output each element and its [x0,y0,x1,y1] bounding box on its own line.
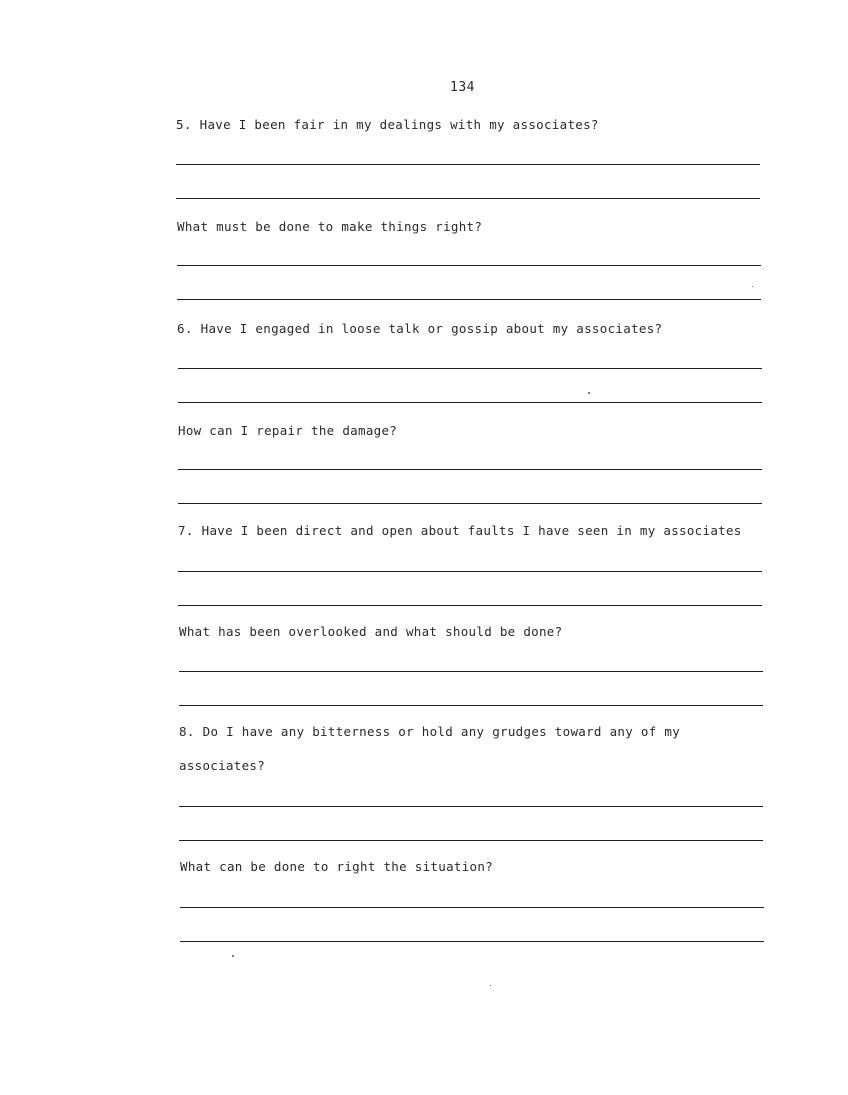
follow-up-7: What has been overlooked and what should be done? [179,624,563,639]
follow-up-6: How can I repair the damage? [178,423,398,438]
question-8-number: 8. [179,724,195,739]
answer-line-8a[interactable] [179,806,763,807]
question-8 [179,724,680,739]
answer-line-5a[interactable] [176,164,760,165]
answer-line-5c[interactable] [177,265,761,266]
question-7-number: 7. [178,523,194,538]
scan-speck [232,955,234,957]
scan-speck [752,286,753,287]
answer-line-6b[interactable] [178,402,762,403]
question-6 [177,321,662,336]
answer-line-8d[interactable] [180,941,764,942]
question-6-number: 6. [177,321,193,336]
question-5-number: 5. [176,117,192,132]
follow-up-8: What can be done to right the situation? [180,859,494,874]
question-5 [176,117,599,132]
answer-line-7b[interactable] [178,605,762,606]
answer-line-7a[interactable] [178,571,762,572]
answer-line-8c[interactable] [180,907,764,908]
answer-line-8b[interactable] [179,840,763,841]
answer-line-7d[interactable] [179,705,763,706]
follow-up-5: What must be done to make things right? [177,219,483,234]
answer-line-6d[interactable] [178,503,762,504]
page-number: 134 [450,80,475,95]
question-7 [178,523,742,538]
scan-speck [490,985,491,986]
question-6-text: Have I engaged in loose talk or gossip about my associates? [200,321,663,336]
answer-line-7c[interactable] [179,671,763,672]
answer-line-5b[interactable] [176,198,760,199]
question-7-text: Have I been direct and open about faults I have seen in my associates [201,523,742,538]
scan-speck [588,392,590,394]
answer-line-6a[interactable] [178,368,762,369]
question-8-continued: associates? [179,758,266,773]
question-5-text: Have I been fair in my dealings with my associates? [199,117,599,132]
answer-line-6c[interactable] [178,469,762,470]
question-8-text: Do I have any bitterness or hold any grudges toward any of my [202,724,681,739]
answer-line-5d[interactable] [177,299,761,300]
